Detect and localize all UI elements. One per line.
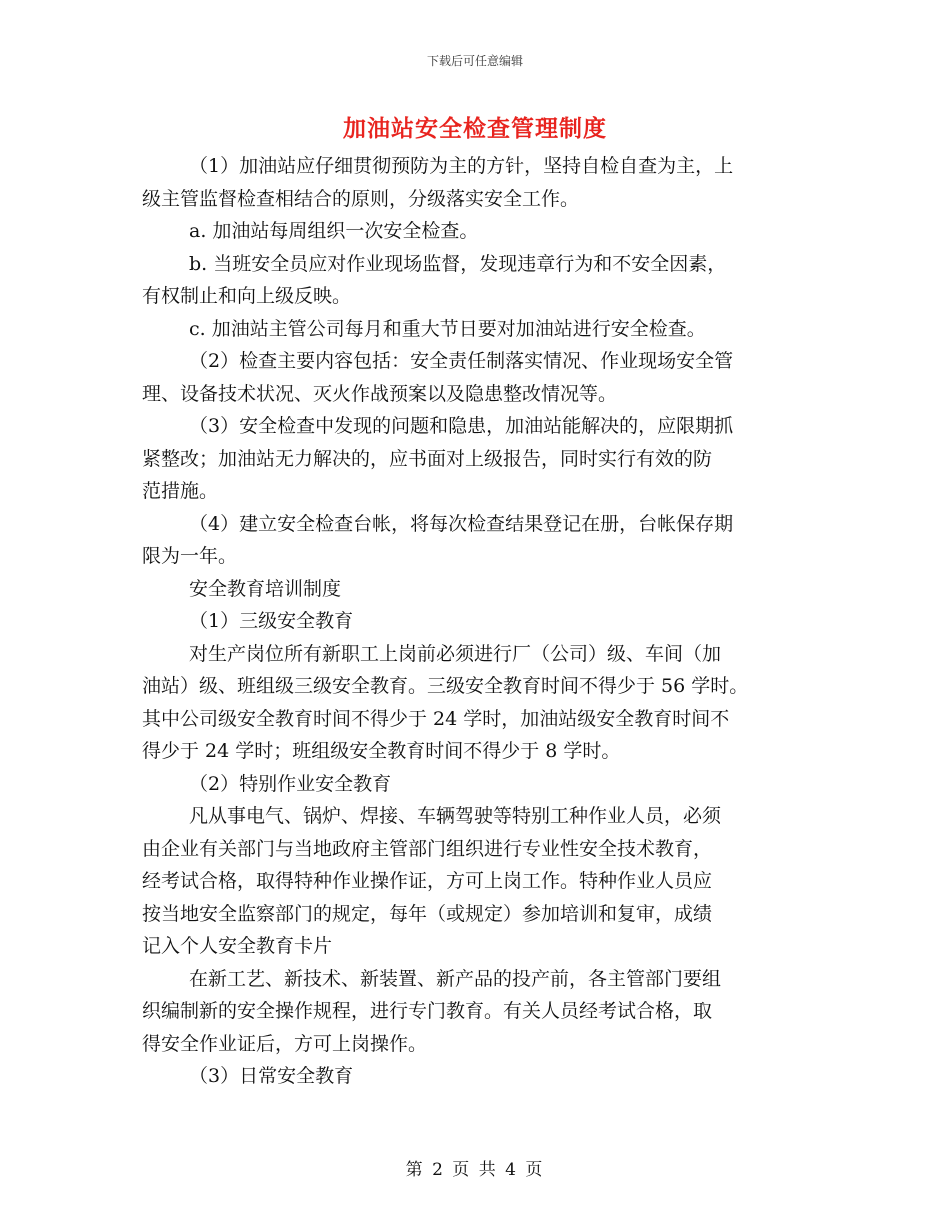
paragraph-line: 凡从事电气、锅炉、焊接、车辆驾驶等特别工种作业人员，必须	[189, 805, 722, 827]
paragraph-line: 理、设备技术状况、灭火作战预案以及隐患整改情况等。	[142, 382, 618, 405]
paragraph-line: 由企业有关部门与当地政府主管部门组织进行专业性安全技术教育，	[142, 837, 713, 860]
paragraph-line: （1）加油站应仔细贯彻预防为主的方针，坚持自检自查为主，上	[189, 155, 734, 177]
document-body	[142, 150, 810, 1093]
subsection-heading: （1）三级安全教育	[189, 610, 354, 632]
section-heading: 安全教育培训制度	[189, 577, 342, 600]
paragraph-line: 在新工艺、新技术、新装置、新产品的投产前，各主管部门要组	[189, 967, 722, 990]
page-footer: 第 2 页 共 4 页	[405, 1160, 545, 1180]
paragraph-line: 得少于 24 学时；班组级安全教育时间不得少于 8 学时。	[142, 740, 621, 762]
paragraph-line: （2）检查主要内容包括：安全责任制落实情况、作业现场安全管	[189, 350, 734, 372]
paragraph-line: a. 加油站每周组织一次安全检查。	[189, 220, 479, 242]
paragraph-line: 油站）级、班组级三级安全教育。三级安全教育时间不得少于 56 学时。	[142, 675, 749, 697]
subsection-heading: （2）特别作业安全教育	[189, 772, 392, 795]
paragraph-line: 织编制新的安全操作规程，进行专门教育。有关人员经考试合格，取	[142, 1000, 713, 1022]
paragraph-line: c. 加油站主管公司每月和重大节日要对加油站进行安全检查。	[189, 317, 706, 340]
paragraph-line: 其中公司级安全教育时间不得少于 24 学时，加油站级安全教育时间不	[142, 707, 730, 730]
paragraph-line: （3）安全检查中发现的问题和隐患，加油站能解决的，应限期抓	[189, 415, 734, 437]
header-note: 下载后可任意编辑	[426, 54, 523, 68]
paragraph-line: 得安全作业证后，方可上岗操作。	[142, 1032, 428, 1055]
paragraph-line: 对生产岗位所有新职工上岗前必须进行厂（公司）级、车间（加	[189, 642, 722, 665]
paragraph-line: 经考试合格，取得特种作业操作证，方可上岗工作。特种作业人员应	[142, 870, 713, 892]
paragraph-line: 范措施。	[142, 480, 219, 502]
subsection-heading: （3）日常安全教育	[189, 1065, 354, 1087]
paragraph-line: 记入个人安全教育卡片	[142, 935, 333, 957]
paragraph-line: 级主管监督检查相结合的原则，分级落实安全工作。	[142, 187, 580, 210]
paragraph-line: 按当地安全监察部门的规定，每年（或规定）参加培训和复审，成绩	[142, 902, 713, 925]
paragraph-line: 紧整改；加油站无力解决的，应书面对上级报告，同时实行有效的防	[142, 447, 713, 470]
paragraph-line: 限为一年。	[142, 545, 238, 567]
paragraph-line: 有权制止和向上级反映。	[142, 285, 352, 307]
document-title: 加油站安全检查管理制度	[343, 115, 607, 142]
paragraph-line: b. 当班安全员应对作业现场监督，发现违章行为和不安全因素，	[189, 252, 727, 275]
paragraph-line: （4）建立安全检查台帐，将每次检查结果登记在册，台帐保存期	[189, 512, 734, 535]
